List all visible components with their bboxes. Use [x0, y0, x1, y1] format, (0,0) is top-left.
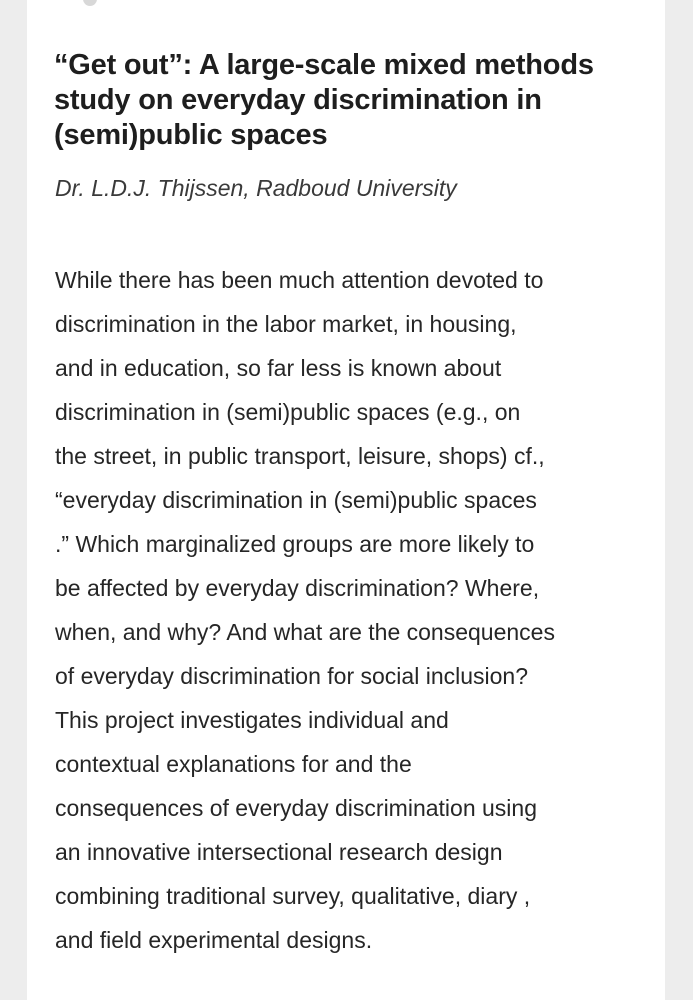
abstract-line: While there has been much attention devoted to	[55, 267, 544, 293]
article-card	[27, 0, 665, 1000]
abstract-line: the street, in public transport, leisure, shops) cf.,	[55, 443, 545, 469]
partial-icon	[83, 0, 97, 6]
abstract-line: discrimination in (semi)public spaces (e.g., on	[55, 399, 521, 425]
abstract-line: and field experimental designs.	[55, 927, 373, 953]
abstract-line: discrimination in the labor market, in housing,	[55, 311, 517, 337]
article-author: Dr. L.D.J. Thijssen, Radboud University	[55, 175, 457, 201]
abstract-line: of everyday discrimination for social inclusion?	[55, 663, 528, 689]
abstract-line: be affected by everyday discrimination? Where,	[55, 575, 540, 601]
abstract-line: consequences of everyday discrimination using	[55, 795, 537, 821]
abstract-line: and in education, so far less is known about	[55, 355, 502, 381]
article-title: “Get out”: A large-scale mixed methods study on everyday discrimination in (semi)public spaces	[54, 49, 594, 151]
abstract-line: “everyday discrimination in (semi)public spaces	[55, 487, 537, 513]
abstract-line: .” Which marginalized groups are more likely to	[55, 531, 535, 557]
abstract-line: combining traditional survey, qualitative, diary ,	[55, 883, 531, 909]
abstract-line: This project investigates individual and	[55, 707, 449, 733]
article-abstract	[55, 258, 645, 962]
abstract-line: when, and why? And what are the consequences	[55, 619, 555, 645]
abstract-line: contextual explanations for and the	[55, 751, 412, 777]
abstract-line: an innovative intersectional research design	[55, 839, 503, 865]
